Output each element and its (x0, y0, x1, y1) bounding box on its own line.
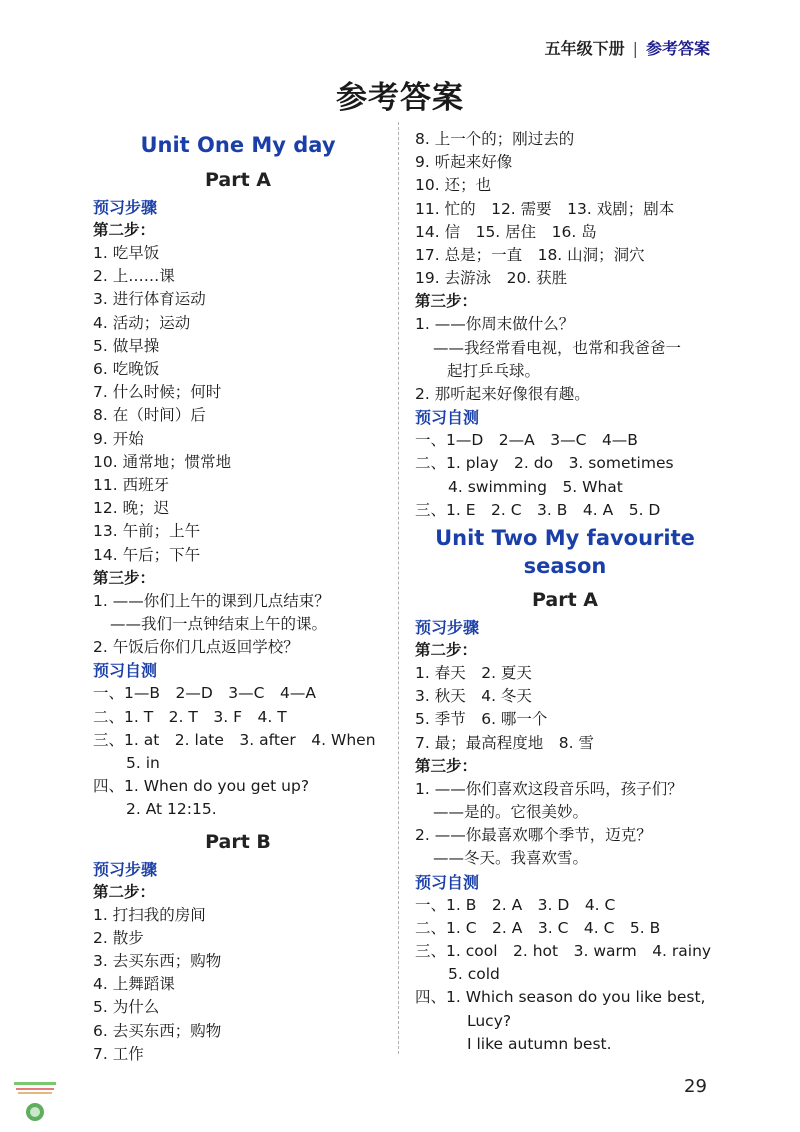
list-item: 14. 午后；下午 (93, 545, 201, 564)
preview-steps-heading: 预习步骤 (93, 859, 158, 879)
unit2-part-a-title: Part A (531, 589, 598, 612)
unit-two-title-line1: Unit Two My favourite (435, 526, 695, 551)
dialogue-line: ——我经常看电视，也常和我爸爸一 (433, 338, 682, 357)
list-item: 5. 季节 6. 哪一个 (415, 710, 548, 729)
answer-line: 二、1. C 2. A 3. C 4. C 5. B (415, 918, 661, 937)
dialogue-line: 2. 午饭后你们几点返回学校？ (93, 638, 299, 657)
list-item: 5. 做早操 (93, 336, 160, 355)
list-item: 3. 去买东西；购物 (93, 952, 222, 971)
step3-label: 第三步： (93, 568, 156, 587)
list-item: 19. 去游泳 20. 获胜 (415, 269, 568, 288)
list-item: 8. 在（时间）后 (93, 406, 206, 425)
list-item: 14. 信 15. 居住 16. 岛 (415, 222, 597, 241)
list-item: 10. 通常地；惯常地 (93, 452, 232, 471)
list-item: 7. 最；最高程度地 8. 雪 (415, 733, 594, 752)
list-item: 13. 午前；上午 (93, 522, 201, 541)
column-divider (398, 122, 399, 1054)
list-item: 1. 吃早饭 (93, 244, 160, 262)
list-item: 4. 活动；运动 (93, 313, 191, 332)
list-item: 1. 打扫我的房间 (93, 905, 206, 924)
dialogue-line: 1. ——你周末做什么？ (415, 315, 575, 334)
unit-one-title: Unit One My day (140, 133, 336, 157)
list-item: 9. 听起来好像 (415, 153, 513, 172)
dialogue-line: 1. ——你们喜欢这段音乐吗，孩子们？ (415, 779, 683, 798)
self-test-heading: 预习自测 (415, 408, 480, 428)
answer-line: 二、1. play 2. do 3. sometimes (415, 454, 674, 473)
answer-line: 四、1. When do you get up? (93, 777, 310, 796)
answer-line: 一、1—D 2—A 3—C 4—B (415, 431, 638, 450)
partb-step2-list (93, 904, 383, 1066)
dialogue-line: 起打乒乓球。 (447, 361, 541, 380)
page-header (545, 36, 710, 59)
header-grade: 五年级下册 (544, 39, 625, 58)
list-item: 6. 吃晚饭 (93, 360, 160, 379)
step2-label: 第二步： (93, 221, 156, 239)
publisher-stamp-icon (12, 1080, 58, 1124)
list-item: 5. 为什么 (93, 998, 160, 1017)
list-item: 2. 散步 (93, 928, 144, 947)
left-column (93, 126, 383, 1066)
answer-line: 一、1. B 2. A 3. D 4. C (415, 895, 616, 914)
self-test-heading: 预习自测 (93, 661, 158, 681)
list-item: 12. 晚；迟 (93, 499, 170, 518)
continued-list (415, 128, 715, 290)
dialogue-line: 2. ——你最喜欢哪个季节，迈克？ (415, 826, 652, 845)
list-item: 10. 还；也 (415, 176, 492, 195)
answer-line: 三、1. at 2. late 3. after 4. When (93, 730, 376, 749)
answer-line: I like autumn best. (467, 1034, 612, 1053)
preview-steps-heading: 预习步骤 (415, 618, 480, 638)
answer-line: 二、1. T 2. T 3. F 4. T (93, 707, 287, 726)
right-column (415, 128, 715, 1056)
preview-steps-heading: 预习步骤 (93, 198, 158, 217)
list-item: 3. 秋天 4. 冬天 (415, 687, 532, 706)
header-section: 参考答案 (645, 39, 710, 58)
list-item: 7. 工作 (93, 1044, 144, 1063)
self-test-heading: 预习自测 (415, 872, 480, 892)
step2-label: 第二步： (93, 882, 156, 901)
list-item: 1. 春天 2. 夏天 (415, 664, 532, 683)
answer-line: 三、1. E 2. C 3. B 4. A 5. D (415, 500, 661, 519)
unit-two-title-line2: season (523, 554, 607, 579)
unit-two-title (415, 524, 715, 580)
step2-label: 第二步： (415, 641, 478, 660)
list-item: 11. 忙的 12. 需要 13. 戏剧；剧本 (415, 199, 675, 218)
dialogue-line: ——是的。它很美妙。 (433, 803, 589, 822)
answer-line: 三、1. cool 2. hot 3. warm 4. rainy (415, 942, 712, 961)
answer-line: 2. At 12:15. (126, 800, 217, 819)
dialogue-line: 2. 那听起来好像很有趣。 (415, 385, 590, 404)
list-item: 4. 上舞蹈课 (93, 975, 175, 994)
dialogue-line: 1. ——你们上午的课到几点结束？ (93, 591, 330, 610)
answer-line: 4. swimming 5. What (448, 477, 623, 496)
list-item: 3. 进行体育运动 (93, 290, 206, 309)
answer-line: 一、1—B 2—D 3—C 4—A (93, 684, 316, 703)
list-item: 11. 西班牙 (93, 476, 170, 495)
list-item: 9. 开始 (93, 429, 144, 448)
answer-line: Lucy? (467, 1011, 512, 1030)
dialogue-line: ——我们一点钟结束上午的课。 (110, 615, 328, 634)
part-a-title: Part A (204, 169, 271, 191)
list-item: 6. 去买东西；购物 (93, 1021, 222, 1040)
page-number: 29 (684, 1076, 707, 1097)
header-separator: | (632, 39, 638, 58)
answer-line: 5. cold (448, 965, 500, 984)
step3-label: 第三步： (415, 756, 478, 775)
answer-line: 四、1. Which season do you like best, (415, 988, 706, 1007)
step3-label: 第三步： (415, 292, 478, 311)
list-item: 7. 什么时候；何时 (93, 383, 222, 402)
answer-line: 5. in (126, 754, 160, 773)
list-item: 8. 上一个的；刚过去的 (415, 130, 575, 148)
page-title: 参考答案 (336, 80, 464, 116)
list-item: 17. 总是；一直 18. 山洞；洞穴 (415, 246, 645, 265)
part-b-title: Part B (205, 830, 271, 853)
dialogue-line: ——冬天。我喜欢雪。 (433, 849, 589, 868)
step2-list (93, 242, 383, 567)
list-item: 2. 上……课 (93, 267, 175, 286)
